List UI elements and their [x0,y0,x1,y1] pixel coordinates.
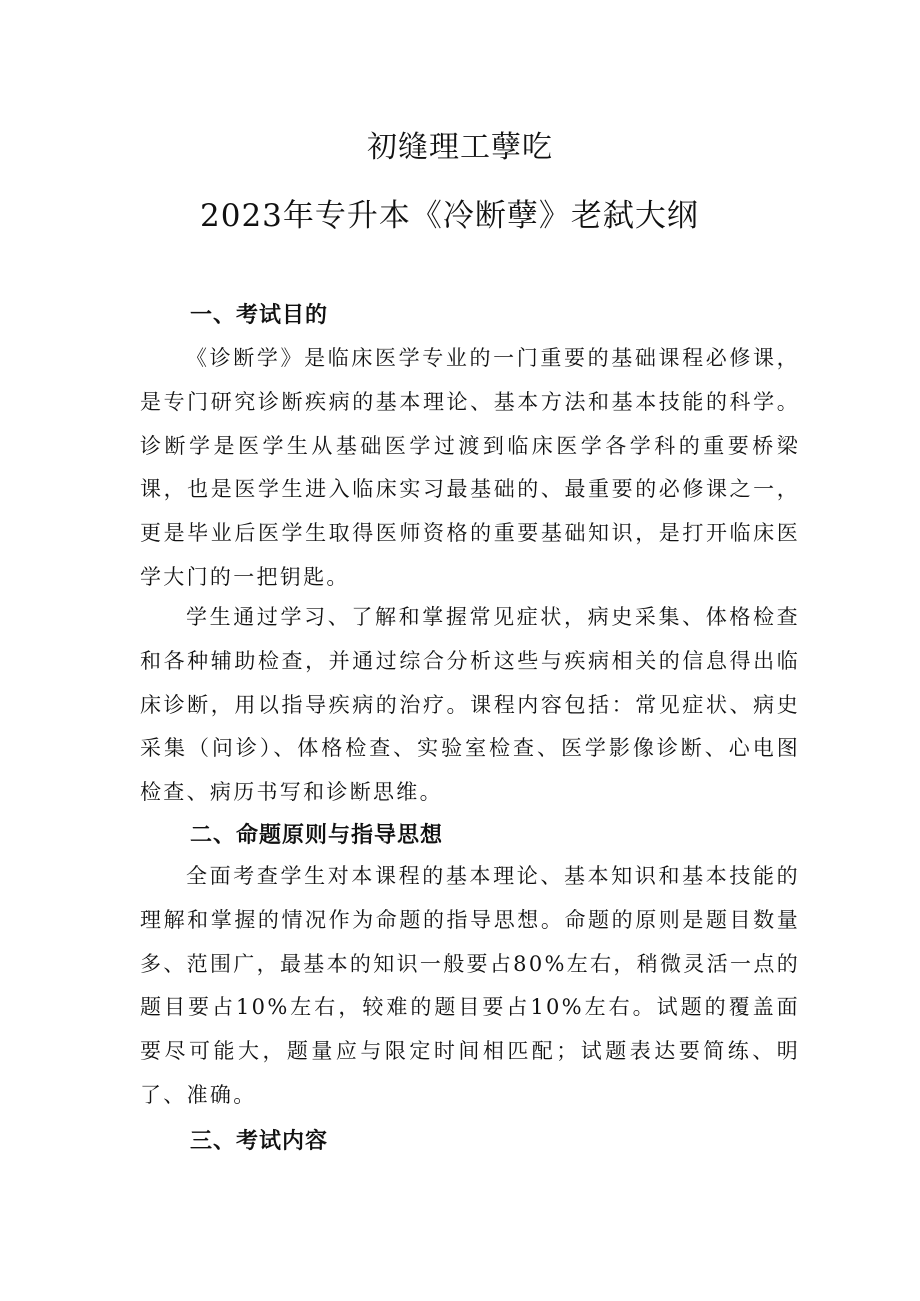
document-title-line-1: 初缝理工孽吃 [367,130,553,165]
section-paragraph: 《诊断学》是临床医学专业的一门重要的基础课程必修课，是专门研究诊断疾病的基本理论、基本方法和基本技能的科学。诊断学是医学生从基础医学过渡到临床医学各学科的重要桥梁课，也是医学生进入临床实习最基础的、最重要的必修课之一，更是毕业后医学生取得医师资格的重要基础知识，是打开临床医学大门的一把钥匙。 [140,346,800,589]
section-heading-exam-content: 三、考试内容 [190,1129,329,1154]
document-title-line-2: 2023年专升本《冷断孽》老弑大纲 [200,198,699,234]
section-heading-exam-purpose: 一、考试目的 [190,303,329,328]
section-heading-principles: 二、命题原则与指导思想 [190,823,444,848]
section-paragraph: 学生通过学习、了解和掌握常见症状，病史采集、体格检查和各种辅助检查，并通过综合分析这些与疾病相关的信息得出临床诊断，用以指导疾病的治疗。课程内容包括：常见症状、病史采集（问诊）、体格检查、实验室检查、医学影像诊断、心电图检查、病历书写和诊断思维。 [140,605,800,805]
section-paragraph: 全面考查学生对本课程的基本理论、基本知识和基本技能的理解和掌握的情况作为命题的指导思想。命题的原则是题目数量多、范围广，最基本的知识一般要占80%左右，稍微灵活一点的题目要占10%左右，较难的题目要占10%左右。试题的覆盖面要尽可能大，题量应与限定时间相匹配；试题表达要简练、明了、准确。 [140,864,800,1107]
